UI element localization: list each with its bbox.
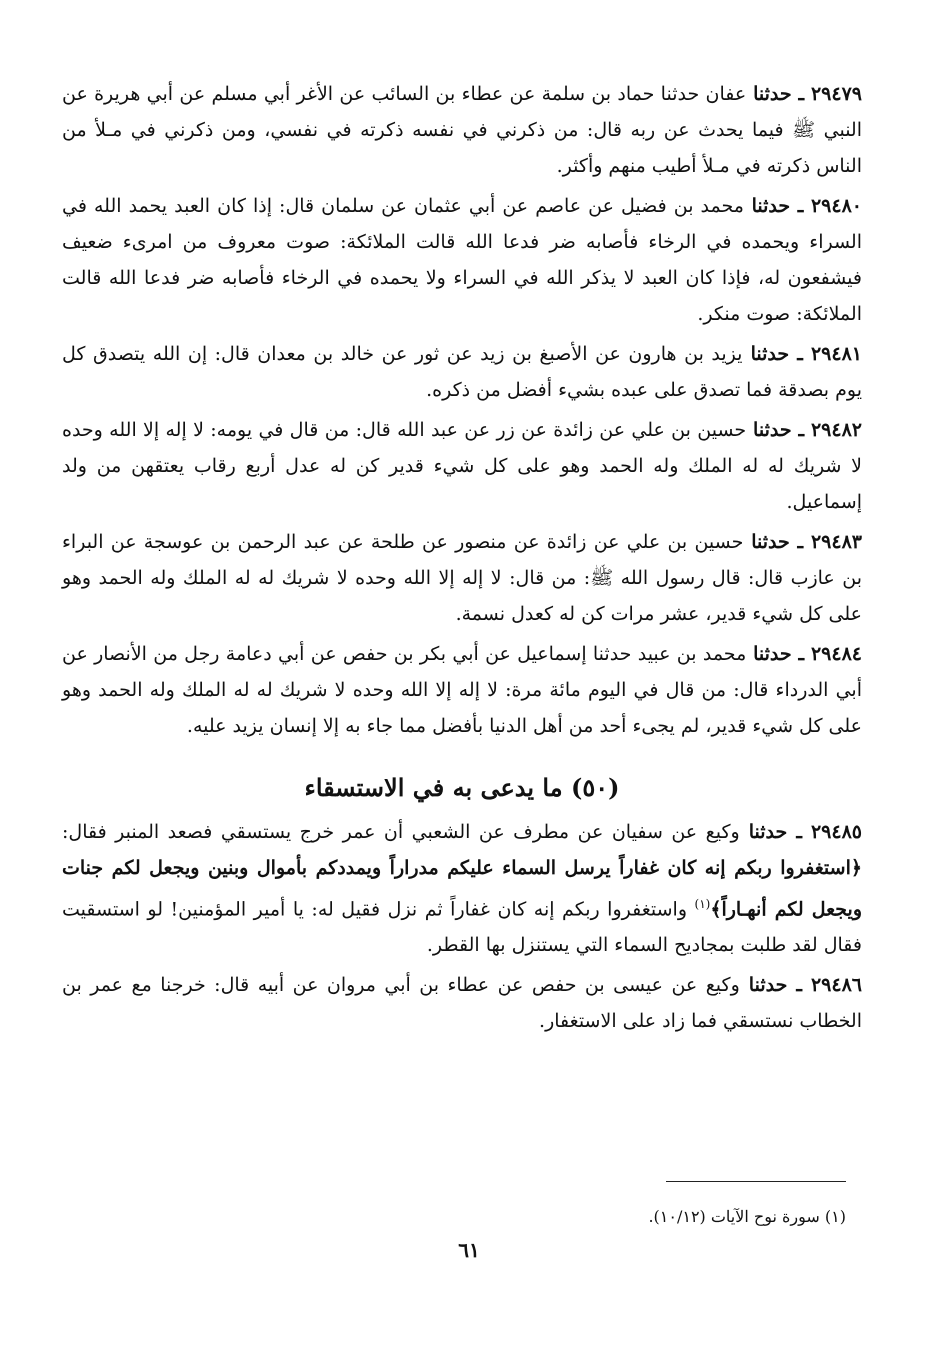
hadith-number: ٢٩٤٨٣	[810, 531, 862, 553]
hadith-lead: ـ حدثنا	[743, 195, 811, 217]
hadith-entry-29483	[62, 524, 862, 632]
hadith-number: ٢٩٤٨٤	[810, 643, 862, 665]
hadith-text: وكيع عن عيسى بن حفص عن عطاء بن أبي مروان عن أبيه قال: خرجنا مع عمر بن الخطاب نستسقي فما زاد على الاستغفار.	[62, 974, 862, 1033]
hadith-number: ٢٩٤٨٦	[810, 974, 862, 997]
hadith-lead: ـ حدثنا	[739, 974, 811, 997]
hadith-lead: ـ حدثنا	[746, 83, 811, 105]
hadith-entry-29481	[62, 336, 862, 408]
hadith-text: محمد بن عبيد حدثنا إسماعيل عن أبي بكر بن حفص عن أبي دعامة رجل من الأنصار عن أبي الدرداء قال: من قال في اليوم مائة مرة: لا إله إلا الله وحده لا شريك له له الملك وله الحمد وهو على كل شيء قدير، لم يجىء أحد من أهل الدنيا بأفضل مما جاء به إلا إنسان يزيد عليه.	[62, 643, 862, 737]
hadith-number: ٢٩٤٨٠	[810, 195, 862, 217]
hadith-number: ٢٩٤٨١	[810, 343, 862, 365]
hadith-number: ٢٩٤٧٩	[810, 83, 862, 105]
hadith-text: وكيع عن سفيان عن مطرف عن الشعبي أن عمر خرج يستسقي فصعد المنبر فقال:	[62, 821, 740, 843]
hadith-lead: ـ حدثنا	[746, 643, 811, 665]
hadith-number: ٢٩٤٨٥	[810, 821, 862, 843]
hadith-entry-29482	[62, 412, 862, 520]
quran-quote: ﴿استغفروا ربكم إنه كان غفاراً يرسل السماء عليكم مدراراً ويمددكم بأموال وبنين ويجعل لكم جنات ويجعل لكم أنهـاراً﴾	[62, 857, 862, 921]
hadith-lead: ـ حدثنا	[739, 821, 811, 843]
hadith-entry-29480	[62, 188, 862, 332]
footnote-marker: (١)	[694, 897, 711, 911]
hadith-text: يزيد بن هارون عن الأصبغ بن زيد عن ثور عن خالد بن معدان قال: إن الله يتصدق كل يوم بصدقة فما تصدق على عبده بشيء أفضل من ذكره.	[62, 343, 862, 401]
hadith-text: حسين بن علي عن زائدة عن منصور عن طلحة عن عبد الرحمن بن عوسجة عن البراء بن عازب قال: قال رسول الله ﷺ: من قال: لا إله إلا الله وحده لا شريك له له الملك وله الحمد وهو على كل شيء قدير، عشر مرات كن له كعدل نسمة.	[62, 531, 862, 625]
hadith-text: محمد بن فضيل عن عاصم عن أبي عثمان عن سلمان قال: إذا كان العبد يحمد الله في السراء ويحمده في الرخاء فأصابه ضر فدعا الله قالت الملائكة: صوت معروف من امرىء ضعيف فيشفعون له، فإذا كان العبد لا يذكر الله في السراء ولا يحمده في الرخاء فأصابه ضر فدعا الله قالت الملائكة: صوت منكر.	[62, 195, 862, 325]
hadith-text: حسين بن علي عن زائدة عن زر عن عبد الله قال: من قال في يومه: لا إله إلا الله وحده لا شريك له له الملك وله الحمد وهو على كل شيء قدير كن له عدل أربع رقاب يعتقهن من ولد إسماعيل.	[62, 419, 862, 513]
page-body	[62, 76, 862, 1043]
hadith-text-continued: واستغفروا ربكم إنه كان غفاراً ثم نزل فقيل له: يا أمير المؤمنين! لو استسقيت فقال لقد طلبت بمجاديح السماء التي يستنزل بها القطر.	[62, 898, 862, 957]
hadith-entry-29484	[62, 636, 862, 744]
footnote-divider	[666, 1181, 846, 1182]
hadith-entry-29486	[62, 967, 862, 1039]
hadith-text: عفان حدثنا حماد بن سلمة عن عطاء بن السائب عن الأغر أبي مسلم عن أبي هريرة عن النبي ﷺ فيما يحدث عن ربه قال: من ذكرني في نفسه ذكرته في نفسي، ومن ذكرني في مـلأ من الناس ذكرته في مـلأ أطيب منهم وأكثر.	[62, 83, 862, 177]
footnote: (١) سورة نوح الآيات (١٠/١٢).	[648, 1207, 846, 1226]
hadith-lead: ـ حدثنا	[742, 343, 811, 365]
hadith-entry-29485	[62, 814, 862, 963]
section-heading: (٥٠) ما يدعى به في الاستسقاء	[304, 773, 620, 802]
page-number: ٦١	[458, 1238, 480, 1262]
hadith-lead: ـ حدثنا	[746, 419, 811, 441]
hadith-entry-29479	[62, 76, 862, 184]
hadith-lead: ـ حدثنا	[743, 531, 811, 553]
hadith-number: ٢٩٤٨٢	[810, 419, 862, 441]
